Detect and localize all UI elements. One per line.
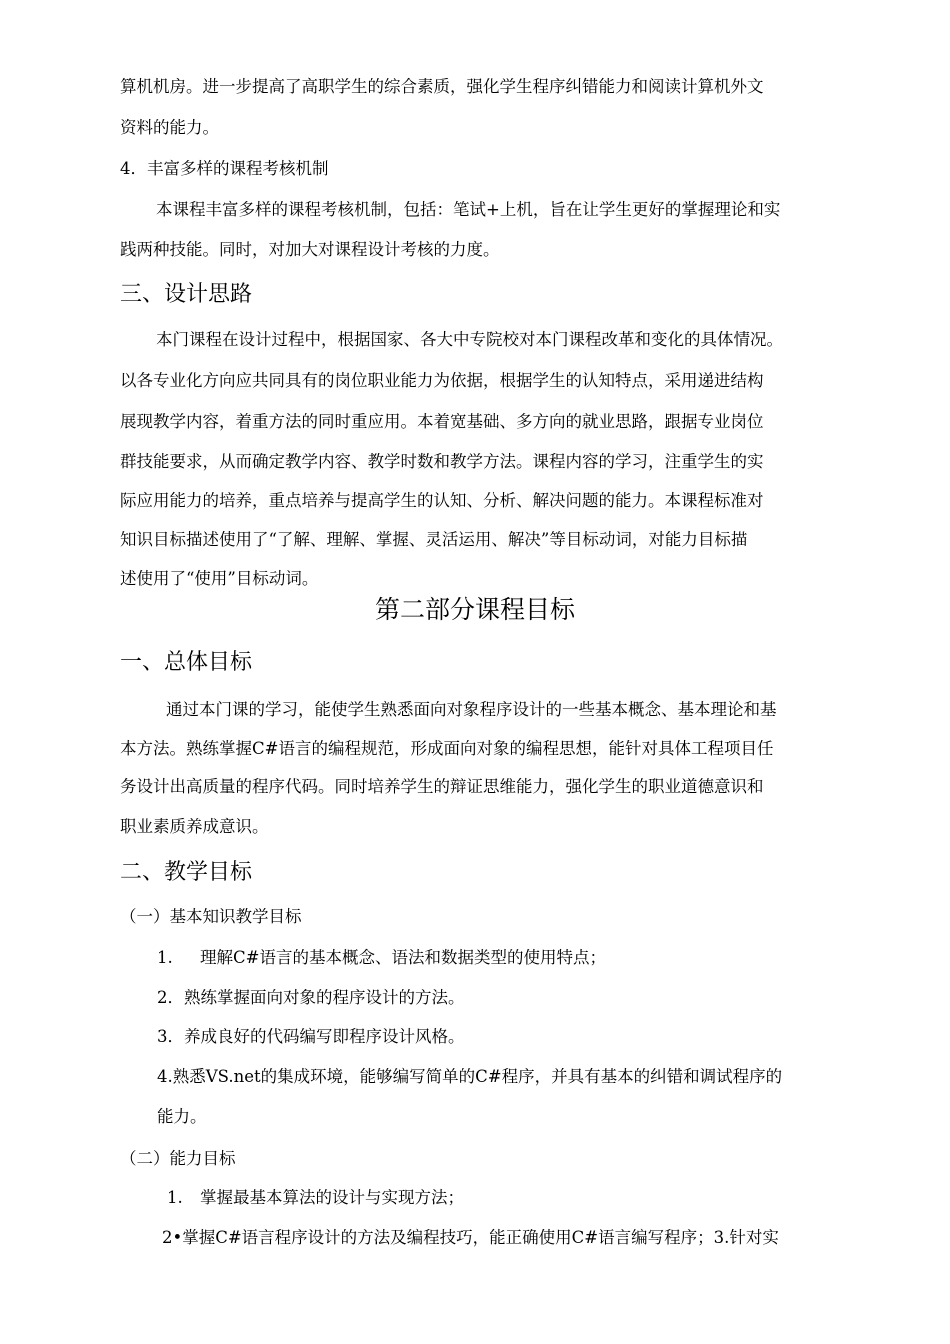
section-4-heading: 4．丰富多样的课程考核机制 (120, 159, 329, 178)
section-4-line-2: 践两种技能。同时，对加大对课程设计考核的力度。 (120, 240, 500, 259)
knowledge-item-1: 理解C#语言的基本概念、语法和数据类型的使用特点； (200, 948, 606, 967)
teaching-heading: 二、教学目标 (120, 860, 253, 885)
section-4-line-1: 本课程丰富多样的课程考核机制，包括：笔试+上机，旨在让学生更好的掌握理论和实 (156, 200, 781, 219)
intro-line-1: 算机机房。进一步提高了高职学生的综合素质，强化学生程序纠错能力和阅读计算机外文 (120, 77, 764, 96)
design-heading: 三、设计思路 (120, 282, 253, 307)
overall-heading: 一、总体目标 (120, 650, 253, 675)
overall-line-2: 本方法。熟练掌握C#语言的编程规范，形成面向对象的编程思想，能针对具体工程项目任 (120, 739, 774, 758)
ability-item-2: 2•掌握C#语言程序设计的方法及编程技巧，能正确使用C#语言编写程序；3.针对实 (162, 1228, 779, 1247)
overall-line-1: 通过本门课的学习，能使学生熟悉面向对象程序设计的一些基本概念、基本理论和基 (166, 700, 777, 719)
knowledge-item-3: 3．养成良好的代码编写即程序设计风格。 (157, 1027, 465, 1046)
part-2-title: 第二部分课程目标 (374, 595, 575, 624)
intro-line-2: 资料的能力。 (120, 118, 219, 137)
ability-item-1-number: 1. (167, 1188, 183, 1207)
overall-line-4: 职业素质养成意识。 (120, 817, 269, 836)
knowledge-item-4-line-1: 4.熟悉VS.net的集成环境，能够编写简单的C#程序，并具有基本的纠错和调试程序的 (157, 1067, 783, 1086)
ability-item-1: 掌握最基本算法的设计与实现方法； (200, 1188, 464, 1207)
knowledge-item-2: 2．熟练掌握面向对象的程序设计的方法。 (157, 988, 465, 1007)
ability-heading: （二）能力目标 (120, 1149, 236, 1168)
overall-line-3: 务设计出高质量的程序代码。同时培养学生的辩证思维能力，强化学生的职业道德意识和 (120, 777, 764, 796)
design-line-3: 展现教学内容，着重方法的同时重应用。本着宽基础、多方向的就业思路，跟据专业岗位 (120, 412, 764, 431)
design-line-5: 际应用能力的培养，重点培养与提高学生的认知、分析、解决问题的能力。本课程标准对 (120, 491, 764, 510)
design-line-1: 本门课程在设计过程中，根据国家、各大中专院校对本门课程改革和变化的具体情况。 (156, 330, 783, 349)
knowledge-item-4-line-2: 能力。 (157, 1107, 207, 1126)
design-line-6: 知识目标描述使用了“了解、理解、掌握、灵活运用、解决”等目标动词，对能力目标描 (120, 530, 748, 549)
knowledge-heading: （一）基本知识教学目标 (120, 907, 302, 926)
knowledge-item-1-number: 1. (157, 948, 173, 967)
design-line-7: 述使用了“使用”目标动词。 (120, 569, 319, 588)
design-line-4: 群技能要求，从而确定教学内容、教学时数和教学方法。课程内容的学习，注重学生的实 (120, 452, 764, 471)
design-line-2: 以各专业化方向应共同具有的岗位职业能力为依据，根据学生的认知特点，采用递进结构 (120, 371, 764, 390)
